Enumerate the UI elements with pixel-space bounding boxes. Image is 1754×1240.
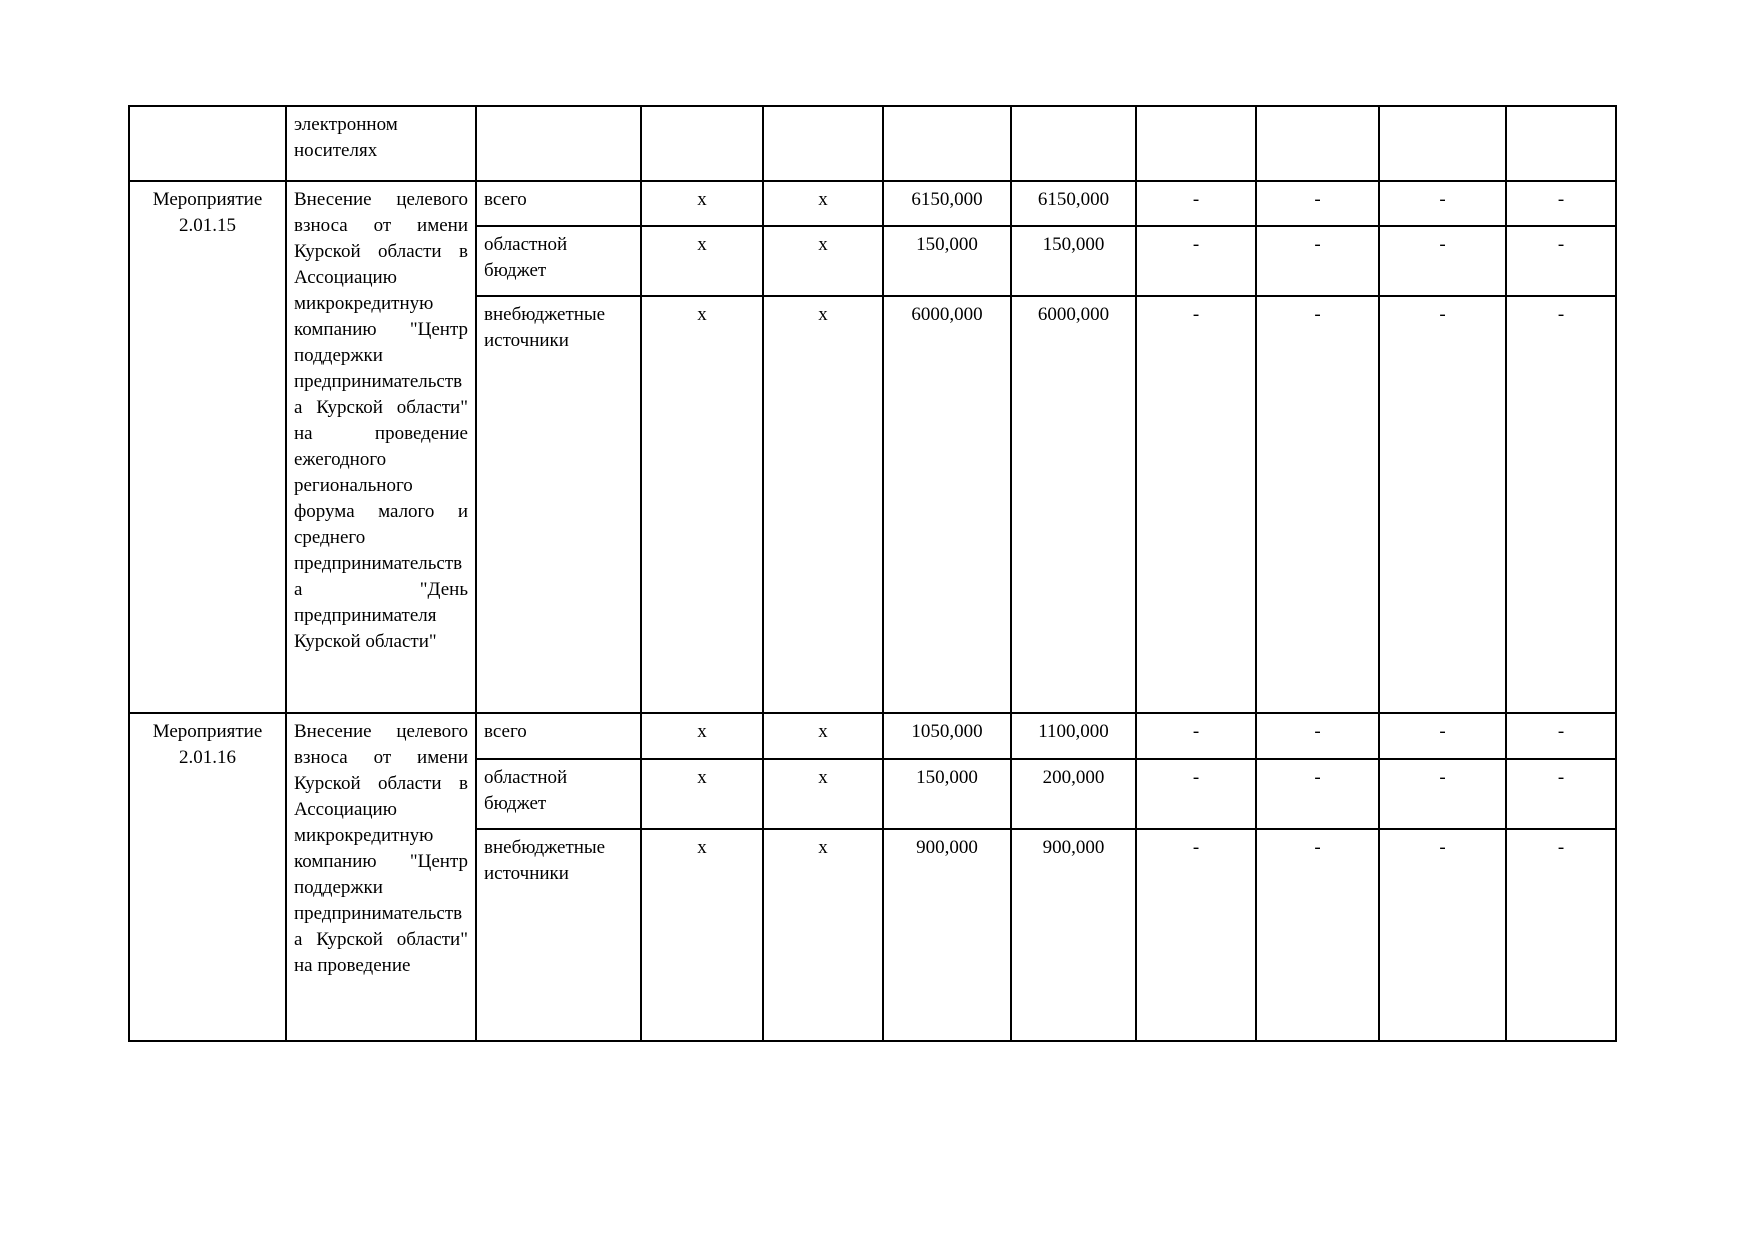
value-cell: 6000,000 xyxy=(883,296,1011,713)
value-cell-empty xyxy=(1256,106,1379,181)
value-cell: - xyxy=(1506,296,1616,713)
value-cell: - xyxy=(1136,713,1256,759)
value-cell: 200,000 xyxy=(1011,759,1136,829)
table-row xyxy=(129,181,1616,226)
value-cell: х xyxy=(641,181,763,226)
value-cell-empty xyxy=(1506,106,1616,181)
value-cell: - xyxy=(1256,226,1379,296)
value-cell: - xyxy=(1379,296,1506,713)
source-cell: внебюджетные источники xyxy=(476,829,641,1041)
value-cell: х xyxy=(763,713,883,759)
value-cell: - xyxy=(1256,181,1379,226)
value-cell: х xyxy=(641,226,763,296)
value-cell: х xyxy=(763,226,883,296)
value-cell-empty xyxy=(1379,106,1506,181)
value-cell: - xyxy=(1136,181,1256,226)
value-cell-empty xyxy=(883,106,1011,181)
source-cell: внебюджетные источники xyxy=(476,296,641,713)
value-cell: х xyxy=(641,759,763,829)
value-cell-empty xyxy=(763,106,883,181)
value-cell: 900,000 xyxy=(1011,829,1136,1041)
value-cell: 1050,000 xyxy=(883,713,1011,759)
value-cell: - xyxy=(1256,713,1379,759)
measure-cell xyxy=(129,713,286,1041)
value-cell: - xyxy=(1256,829,1379,1041)
value-cell: - xyxy=(1379,181,1506,226)
source-cell: всего xyxy=(476,713,641,759)
value-cell: - xyxy=(1136,226,1256,296)
description-cell: Внесение целевого взноса от имени Курской области в Ассоциацию микрокредитную компанию "Центр поддержки предпринимательства Курской области" на проведение ежегодного регионального форума малого и среднего предпринимательства "День предпринимателя Курской области" xyxy=(286,181,476,713)
value-cell: х xyxy=(763,829,883,1041)
budget-table xyxy=(128,105,1617,1042)
measure-label: Мероприятие xyxy=(152,721,263,742)
value-cell-empty xyxy=(641,106,763,181)
value-cell: 150,000 xyxy=(883,226,1011,296)
value-cell-empty xyxy=(1011,106,1136,181)
source-cell: областной бюджет xyxy=(476,759,641,829)
value-cell: - xyxy=(1136,296,1256,713)
value-cell: - xyxy=(1256,296,1379,713)
value-cell: - xyxy=(1506,829,1616,1041)
table-row xyxy=(129,713,1616,759)
source-cell: всего xyxy=(476,181,641,226)
value-cell: - xyxy=(1136,829,1256,1041)
source-cell: областной бюджет xyxy=(476,226,641,296)
description-cell: Внесение целевого взноса от имени Курской области в Ассоциацию микрокредитную компанию "Центр поддержки предпринимательства Курской области" на проведение xyxy=(286,713,476,1041)
value-cell: - xyxy=(1379,829,1506,1041)
value-cell: х xyxy=(641,713,763,759)
value-cell: 6000,000 xyxy=(1011,296,1136,713)
value-cell-empty xyxy=(1136,106,1256,181)
value-cell: - xyxy=(1136,759,1256,829)
value-cell: 150,000 xyxy=(1011,226,1136,296)
value-cell: - xyxy=(1379,226,1506,296)
value-cell: - xyxy=(1256,759,1379,829)
measure-cell xyxy=(129,181,286,713)
value-cell: х xyxy=(763,759,883,829)
value-cell: х xyxy=(763,181,883,226)
value-cell: х xyxy=(641,829,763,1041)
value-cell: 6150,000 xyxy=(1011,181,1136,226)
measure-code: 2.01.16 xyxy=(179,747,236,768)
measure-label: Мероприятие xyxy=(152,189,263,210)
value-cell: 1100,000 xyxy=(1011,713,1136,759)
value-cell: 150,000 xyxy=(883,759,1011,829)
value-cell: х xyxy=(641,296,763,713)
value-cell: - xyxy=(1506,759,1616,829)
value-cell: - xyxy=(1379,759,1506,829)
value-cell: - xyxy=(1506,226,1616,296)
description-continuation-cell: электронном носителях xyxy=(286,106,476,181)
measure-code: 2.01.15 xyxy=(179,215,236,236)
measure-cell-empty xyxy=(129,106,286,181)
value-cell: х xyxy=(763,296,883,713)
value-cell: - xyxy=(1506,181,1616,226)
source-cell-empty xyxy=(476,106,641,181)
value-cell: - xyxy=(1379,713,1506,759)
value-cell: 900,000 xyxy=(883,829,1011,1041)
table-row-continuation xyxy=(129,106,1616,181)
value-cell: - xyxy=(1506,713,1616,759)
value-cell: 6150,000 xyxy=(883,181,1011,226)
